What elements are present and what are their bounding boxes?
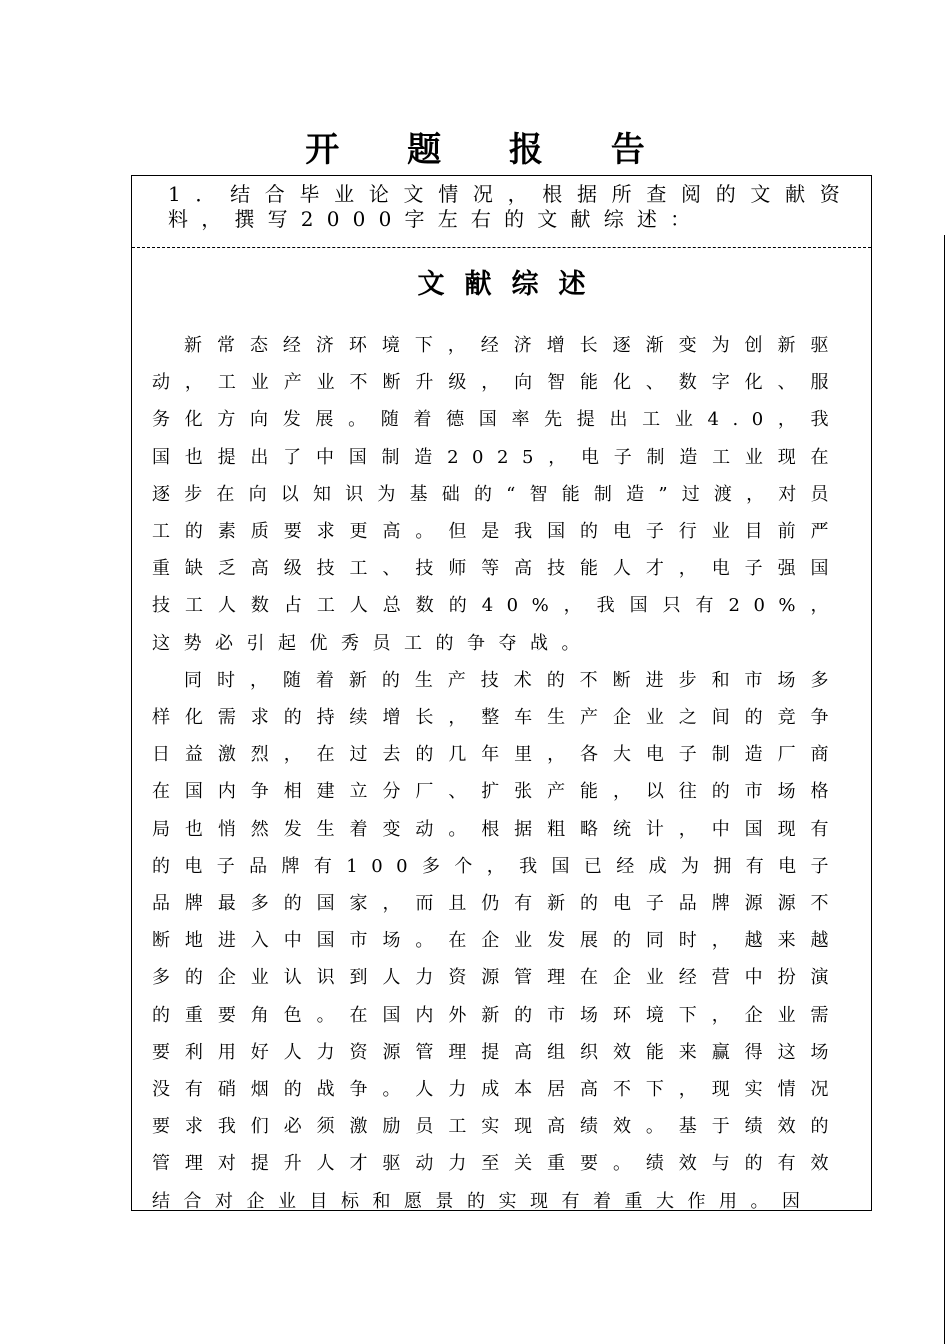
literature-review-body	[152, 327, 842, 1220]
report-form-box	[131, 175, 872, 1211]
section-title: 文献综述	[417, 269, 606, 300]
paragraph: 新常态经济环境下，经济增长逐渐变为创新驱动，工业产业不断升级，向智能化、数字化、服务化方向发展。随着德国率先提出工业4.0，我国也提出了中国制造2025，电子制造工业现在逐步在向以知识为基础的“智能制造”过渡，对员工的素质要求更高。但是我国的电子行业目前严重缺乏高级技工、技师等高技能人才，电子强国技工人数占工人总数的40%，我国只有20%，这势必引起优秀员工的争夺战。	[152, 335, 842, 654]
paragraph: 同时，随着新的生产技术的不断进步和市场多样化需求的持续增长，整车生产企业之间的竞争日益激烈，在过去的几年里，各大电子制造厂商在国内争相建立分厂、扩张产能，以往的市场格局也悄然发生着变动。根据粗略统计，中国现有的电子品牌有100多个，我国已经成为拥有电子品牌最多的国家，而且仍有新的电子品牌源源不断地进入中国市场。在企业发展的同时，越来越多的企业认识到人力资源管理在企业经营中扮演的重要角色。在国内外新的市场环境下，企业需要利用好人力资源管理提高组织效能来赢得这场没有硝烟的战争。人力成本居高不下，现实情况要求我们必须激励员工实现高绩效。基于绩效的管理对提升人才驱动力至关重要。绩效与的有效结合对企业目标和愿景的实现有着重大作用。因	[152, 669, 842, 1212]
literature-review-prompt: 1．结合毕业论文情况，根据所查阅的文献资料，撰写2000字左右的文献综述：	[168, 182, 853, 231]
dashed-divider	[132, 247, 871, 248]
page-title: 开 题 报 告	[305, 130, 673, 170]
page-edge-line	[944, 235, 945, 1344]
